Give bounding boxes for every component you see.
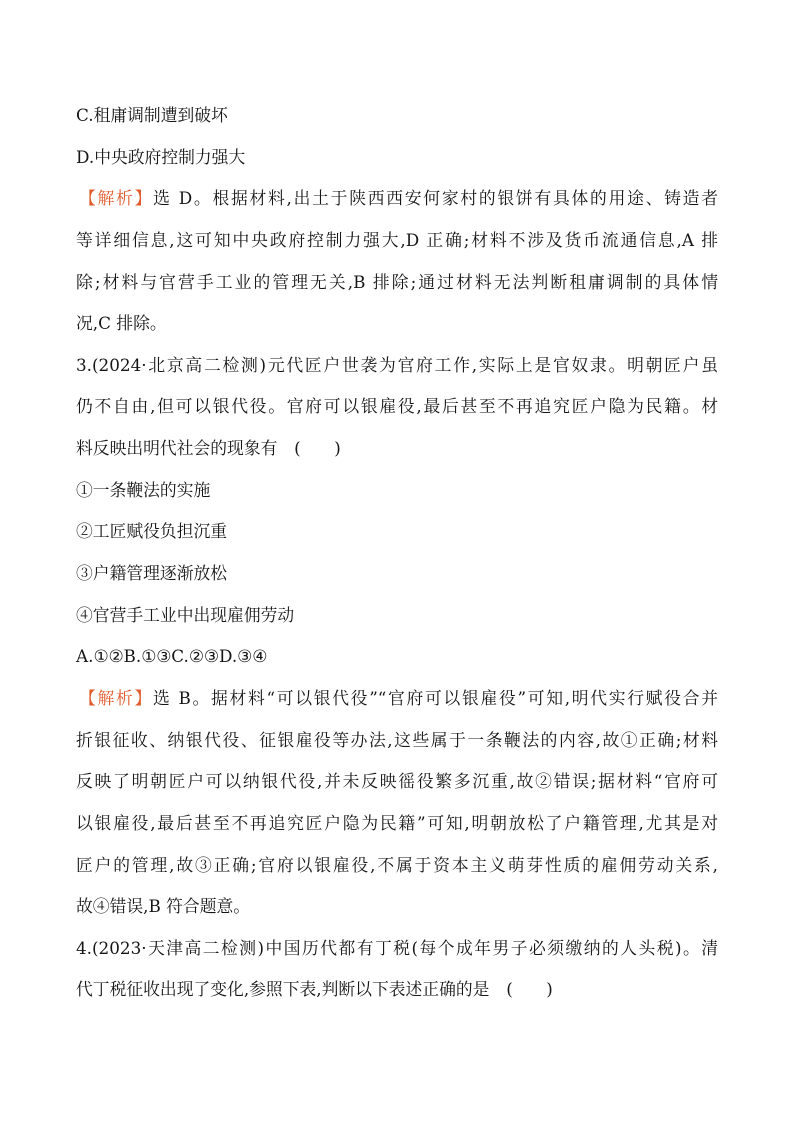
question-stem-line: 4.(2023·天津高二检测)中国历代都有丁税(每个成年男子必须缴纳的人头税)。清 — [76, 937, 718, 958]
option-c: C.租庸调制遭到破坏 — [76, 105, 228, 125]
question-stem-line: 代丁税征收出现了变化,参照下表,判断以下表述正确的是 ( ) — [76, 979, 553, 1000]
analysis-line: 等详细信息,这可知中央政府控制力强大,D 正确;材料不涉及货币流通信息,A 排 — [76, 229, 718, 250]
analysis-line: 折银征收、纳银代役、征银雇役等办法,这些属于一条鞭法的内容,故①正确;材料 — [76, 729, 718, 750]
analysis-text: 选 B。据材料“可以银代役”“官府可以银雇役”可知,明代实行赋役合并 — [152, 687, 718, 708]
analysis-line: 除;材料与官营手工业的管理无关,B 排除;通过材料无法判断租庸调制的具体情 — [76, 271, 718, 292]
analysis-line: 以银雇役,最后甚至不再追究匠户隐为民籍”可知,明朝放松了户籍管理,尤其是对 — [76, 812, 718, 833]
question-stem-line: 3.(2024·北京高二检测)元代匠户世袭为官府工作,实际上是官奴隶。明朝匠户虽 — [76, 354, 718, 375]
document-content — [76, 95, 718, 1011]
question-stem-line: 仍不自由,但可以银代役。官府可以银雇役,最后甚至不再追究匠户隐为民籍。材 — [76, 396, 718, 417]
statement-2: ②工匠赋役负担沉重 — [76, 521, 228, 542]
option-d: D.中央政府控制力强大 — [76, 146, 246, 167]
analysis-line: 反映了明朝匠户可以纳银代役,并未反映徭役繁多沉重,故②错误;据材料“官府可 — [76, 771, 718, 792]
statement-4: ④官营手工业中出现雇佣劳动 — [76, 604, 295, 625]
analysis-tag: 【解析】 — [79, 687, 153, 708]
analysis-line — [79, 178, 718, 220]
analysis-tag: 【解析】 — [79, 188, 154, 209]
analysis-line: 匠户的管理,故③正确;官府以银雇役,不属于资本主义萌芽性质的雇佣劳动关系, — [76, 854, 718, 875]
analysis-line: 况,C 排除。 — [76, 313, 167, 334]
analysis-line — [79, 678, 718, 720]
answer-choices: A.①②B.①③C.②③D.③④ — [76, 646, 268, 667]
analysis-text: 选 D。根据材料,出土于陕西西安何家村的银饼有具体的用途、铸造者 — [153, 188, 718, 209]
question-stem-line: 料反映出明代社会的现象有 ( ) — [76, 438, 341, 459]
statement-1: ①一条鞭法的实施 — [76, 479, 211, 500]
statement-3: ③户籍管理逐渐放松 — [76, 563, 228, 584]
analysis-line: 故④错误,B 符合题意。 — [76, 896, 251, 917]
